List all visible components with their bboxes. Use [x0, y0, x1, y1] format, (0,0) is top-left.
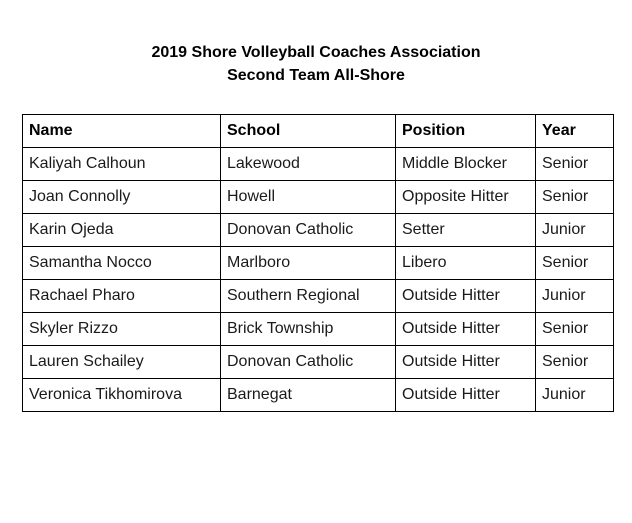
cell-year: Senior	[536, 313, 614, 346]
cell-year: Senior	[536, 247, 614, 280]
cell-school: Lakewood	[221, 148, 396, 181]
cell-school: Barnegat	[221, 379, 396, 412]
cell-year: Junior	[536, 280, 614, 313]
document-title	[0, 41, 632, 87]
cell-name: Rachael Pharo	[23, 280, 221, 313]
table-row	[23, 181, 614, 214]
cell-school: Donovan Catholic	[221, 214, 396, 247]
cell-school: Howell	[221, 181, 396, 214]
table-row	[23, 313, 614, 346]
table-header-row	[23, 115, 614, 148]
cell-school: Brick Township	[221, 313, 396, 346]
cell-name: Kaliyah Calhoun	[23, 148, 221, 181]
cell-position: Outside Hitter	[396, 280, 536, 313]
cell-name: Karin Ojeda	[23, 214, 221, 247]
cell-name: Lauren Schailey	[23, 346, 221, 379]
cell-year: Senior	[536, 181, 614, 214]
column-header-year: Year	[536, 115, 614, 148]
cell-name: Skyler Rizzo	[23, 313, 221, 346]
cell-position: Setter	[396, 214, 536, 247]
cell-school: Southern Regional	[221, 280, 396, 313]
cell-year: Junior	[536, 214, 614, 247]
table-row	[23, 148, 614, 181]
cell-school: Donovan Catholic	[221, 346, 396, 379]
table-row	[23, 346, 614, 379]
cell-name: Joan Connolly	[23, 181, 221, 214]
column-header-name: Name	[23, 115, 221, 148]
table-row	[23, 280, 614, 313]
cell-position: Middle Blocker	[396, 148, 536, 181]
cell-year: Senior	[536, 148, 614, 181]
cell-position: Outside Hitter	[396, 346, 536, 379]
title-line-team: Second Team All-Shore	[227, 67, 405, 84]
cell-position: Outside Hitter	[396, 313, 536, 346]
cell-year: Senior	[536, 346, 614, 379]
cell-position: Opposite Hitter	[396, 181, 536, 214]
cell-school: Marlboro	[221, 247, 396, 280]
cell-name: Veronica Tikhomirova	[23, 379, 221, 412]
title-line-association: 2019 Shore Volleyball Coaches Association	[151, 44, 481, 61]
table-row	[23, 379, 614, 412]
cell-year: Junior	[536, 379, 614, 412]
table-row	[23, 214, 614, 247]
cell-position: Libero	[396, 247, 536, 280]
column-header-position: Position	[396, 115, 536, 148]
column-header-school: School	[221, 115, 396, 148]
cell-position: Outside Hitter	[396, 379, 536, 412]
table-row	[23, 247, 614, 280]
cell-name: Samantha Nocco	[23, 247, 221, 280]
roster-table	[22, 114, 614, 412]
